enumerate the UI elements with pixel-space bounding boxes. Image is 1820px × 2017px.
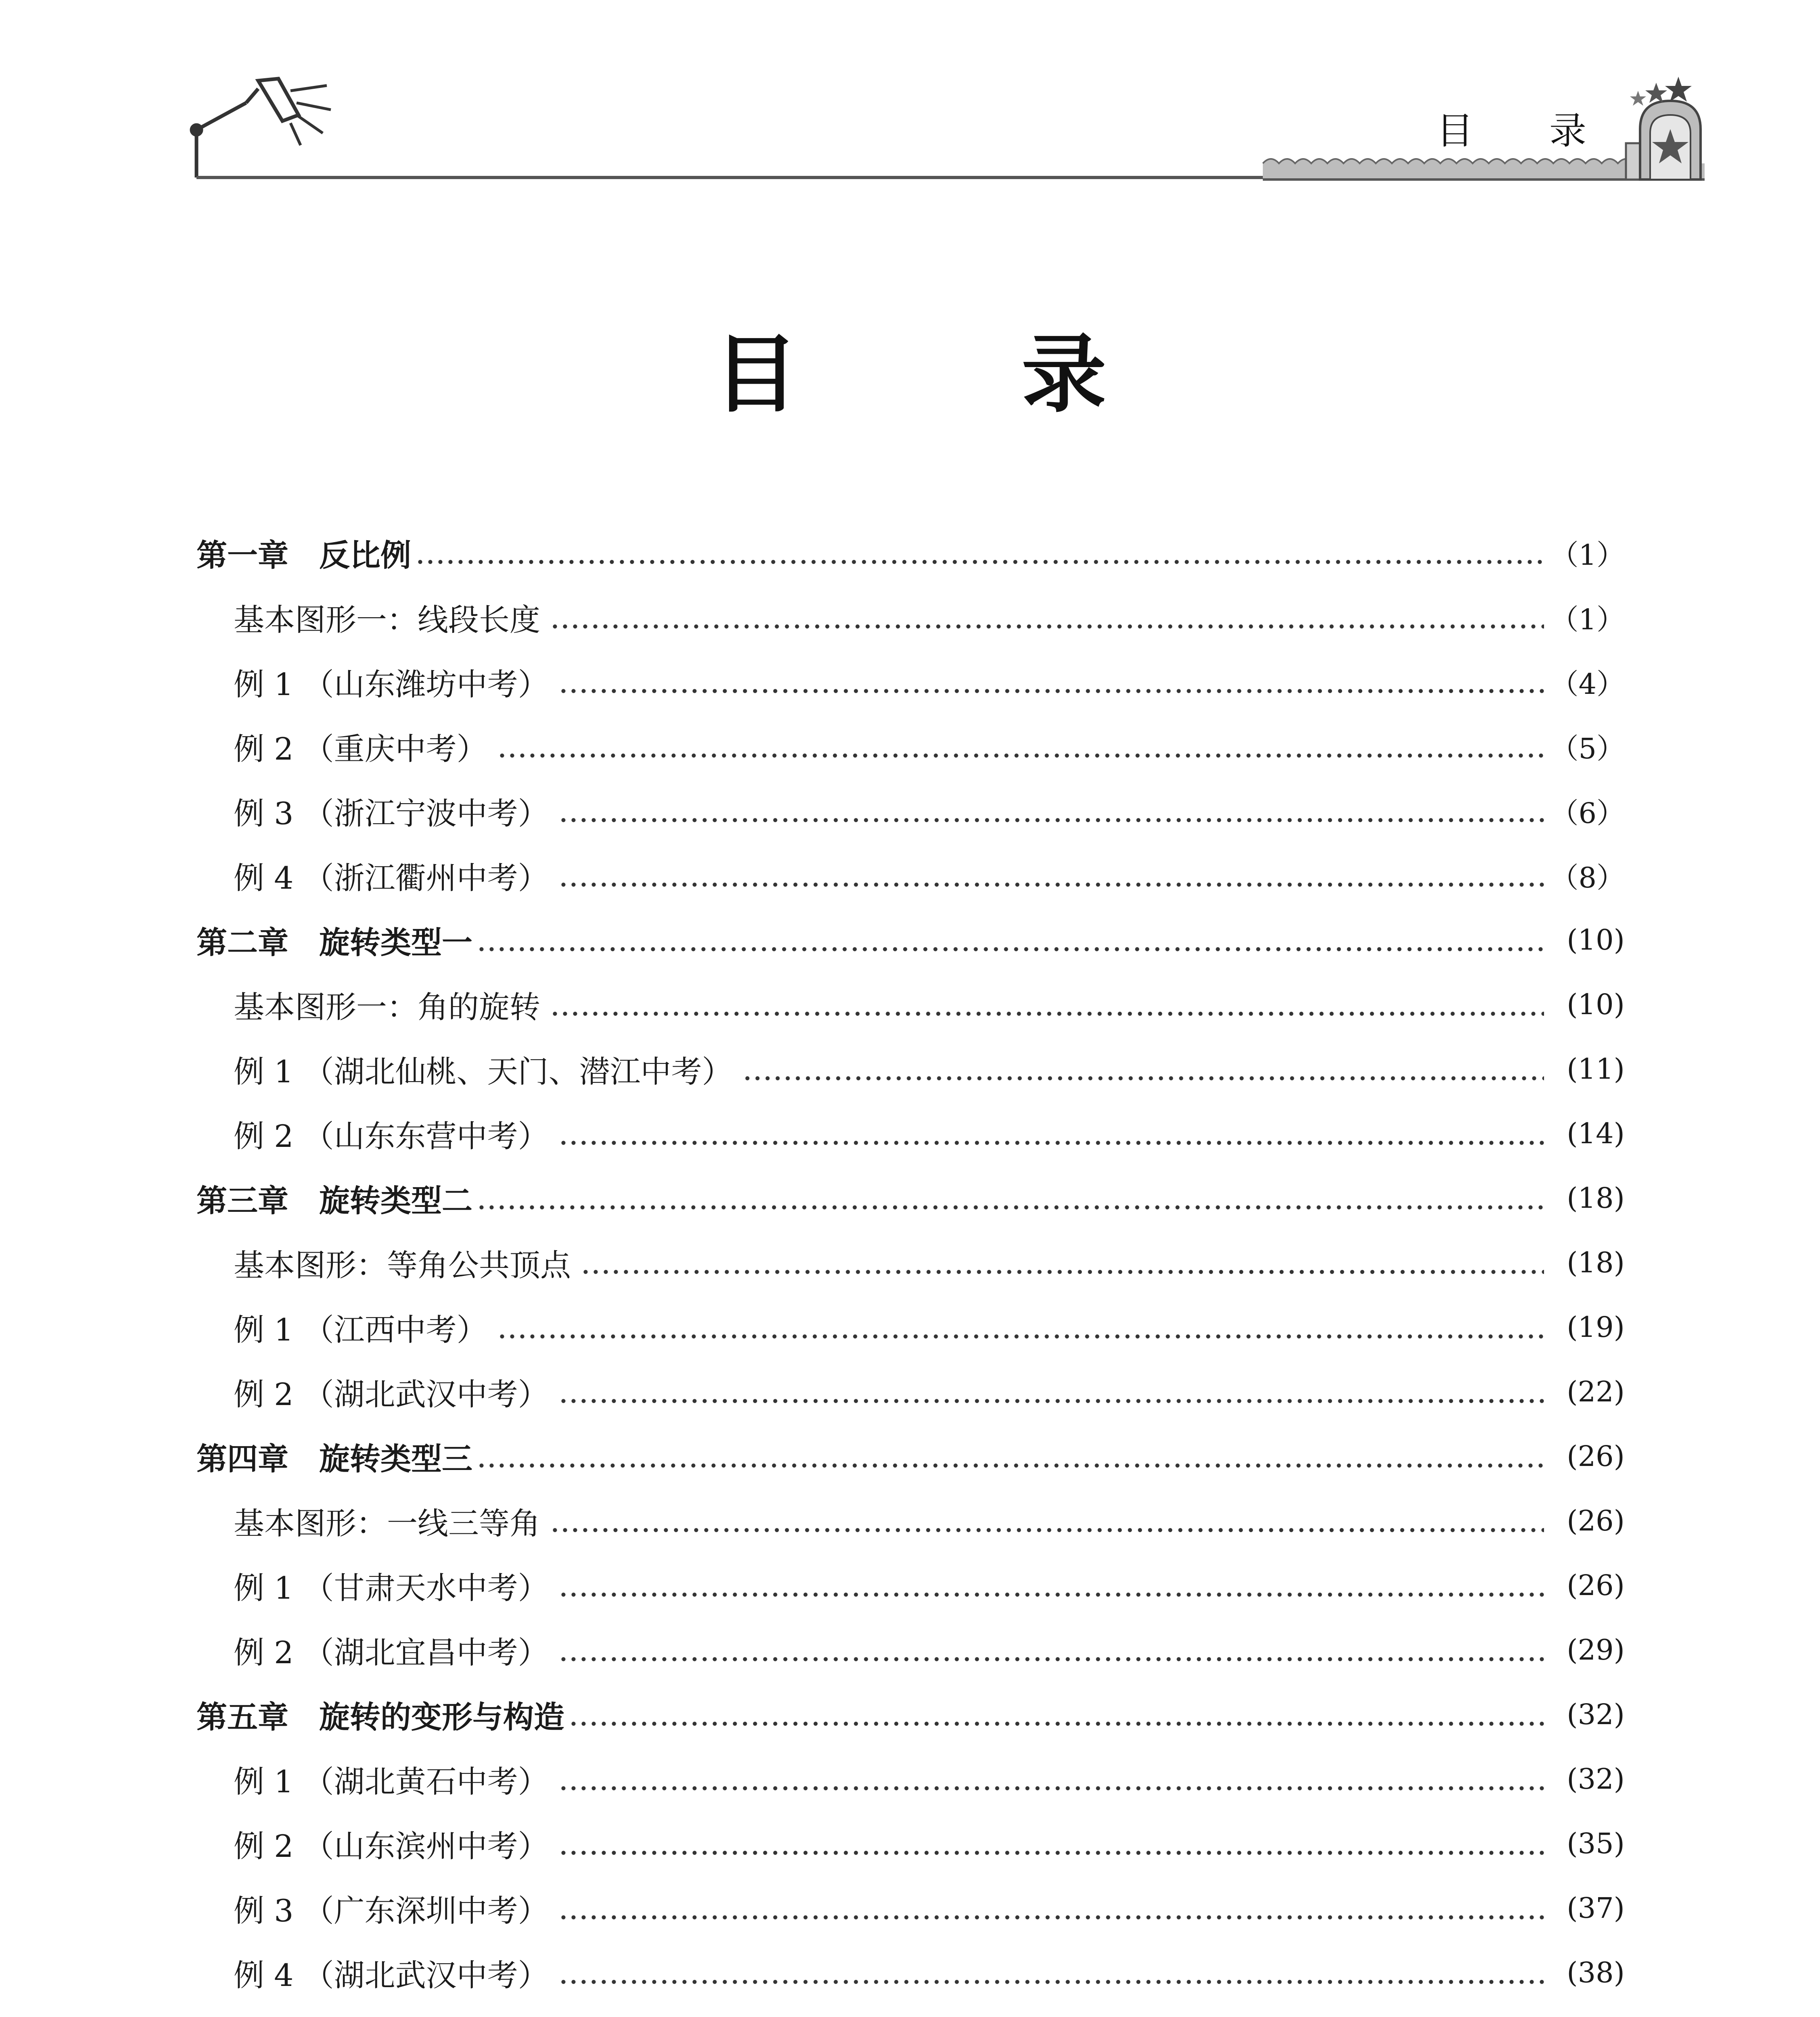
toc-page-number: （1） [1550,538,1625,572]
toc-page-number: (18) [1567,1182,1625,1215]
toc-dot-leader [476,925,1544,955]
toc-sub-entry[interactable] [196,972,1625,1037]
toc-page-number: (14) [1567,1117,1625,1150]
toc-dot-leader [558,1376,1544,1407]
toc-dot-leader [558,1764,1544,1794]
toc-page-number: （5） [1550,732,1625,765]
header-section-label-1: 目 [1436,109,1474,152]
toc-page-number: (35) [1567,1827,1625,1860]
toc-sub-entry[interactable] [196,1359,1625,1424]
toc-page-number: (32) [1567,1698,1625,1731]
toc-dot-leader [742,1054,1544,1084]
toc-dot-leader [550,602,1544,633]
toc-dot-leader [550,989,1544,1020]
toc-sub-entry[interactable] [196,1876,1625,1940]
toc-page-number: (18) [1567,1246,1625,1279]
toc-dot-leader [476,1441,1544,1472]
toc-entry-label: 第三章 旋转类型二 [196,1182,472,1219]
toc-page-number: （6） [1550,796,1625,830]
desk-lamp-icon [192,79,331,177]
toc-entry-label: 例 1 （湖北仙桃、天门、潜江中考） [234,1053,733,1090]
toc-dot-leader [558,1957,1544,1988]
toc-page-number: （4） [1550,667,1625,701]
toc-entry-label: 例 2 （湖北武汉中考） [234,1376,549,1412]
toc-entry-label: 第二章 旋转类型一 [196,924,472,960]
toc-dot-leader [497,1312,1544,1343]
toc-entry-label: 例 1 （甘肃天水中考） [234,1570,549,1606]
toc-entry-label [196,2015,442,2017]
toc-entry-label: 第五章 旋转的变形与构造 [196,1699,564,1735]
toc-entry-label: 例 2 （山东东营中考） [234,1118,549,1154]
toc-sub-entry[interactable] [196,1747,1625,1811]
toc-dot-leader [497,731,1544,762]
toc-entry-label: 基本图形一：角的旋转 [234,989,540,1025]
toc-page-number: (37) [1567,1892,1625,1925]
toc-entry-label: 例 1 （山东潍坊中考） [234,666,549,702]
toc-entry-label: 例 2 （山东滨州中考） [234,1828,549,1864]
toc-entry-label: 例 3 （浙江宁波中考） [234,795,549,831]
toc-entry-label: 基本图形一：线段长度 [234,601,540,638]
header-section-label-2: 录 [1549,109,1587,152]
toc-sub-entry[interactable] [196,714,1625,779]
toc-entry-label: 第四章 旋转类型三 [196,1441,472,1477]
toc-page-number: (26) [1567,1569,1625,1602]
toc-chapter-entry[interactable] [196,1424,1625,1489]
toc-page-number: (11) [1567,1052,1625,1086]
toc-sub-entry[interactable] [196,1230,1625,1295]
toc-page-number: (19) [1567,1311,1625,1344]
toc-page-number: (26) [1567,1504,1625,1537]
toc-dot-leader [558,796,1544,826]
toc-dot-leader [558,1828,1544,1859]
toc-dot-leader [558,1570,1544,1601]
toc-dot-leader [558,1635,1544,1665]
toc-entry-label: 例 2 （湖北宜昌中考） [234,1634,549,1670]
toc-entry-label: 基本图形：等角公共顶点 [234,1247,571,1283]
toc-sub-entry[interactable] [196,1811,1625,1876]
toc-dot-leader [568,1699,1544,1730]
toc-sub-entry[interactable] [196,1295,1625,1359]
toc-chapter-entry[interactable] [196,908,1625,972]
toc-page-number: （8） [1550,861,1625,894]
toc-page-number: (10) [1567,988,1625,1021]
toc-entry-label: 例 2 （重庆中考） [234,731,487,767]
table-of-contents [196,520,1625,2017]
toc-sub-entry[interactable] [196,779,1625,843]
page-title: 目 录 [713,325,1204,424]
toc-entry-label: 基本图形：一线三等角 [234,1505,540,1541]
toc-page-number: (10) [1567,923,1625,956]
toc-page-number: (32) [1567,1762,1625,1796]
toc-chapter-entry[interactable] [196,1682,1625,1747]
toc-entry-label: 例 4 （浙江衢州中考） [234,860,549,896]
toc-dot-leader [581,1247,1544,1278]
toc-entry-label: 例 4 （湖北武汉中考） [234,1957,549,1993]
toc-dot-leader [558,666,1544,697]
toc-sub-entry[interactable] [196,843,1625,908]
toc-page-number: (29) [1567,1633,1625,1666]
toc-sub-entry[interactable] [196,1037,1625,1101]
header-decoration [0,0,1820,210]
toc-entry-label: 第一章 反比例 [196,537,411,573]
toc-entry-label: 例 3 （广东深圳中考） [234,1892,549,1929]
star-house-icon [1626,77,1701,180]
toc-sub-entry[interactable] [196,1489,1625,1553]
toc-sub-entry[interactable] [196,1553,1625,1618]
toc-sub-entry[interactable] [196,585,1625,649]
toc-page-number: (38) [1567,1956,1625,1989]
toc-chapter-entry[interactable] [196,520,1625,585]
toc-sub-entry[interactable] [196,1101,1625,1166]
toc-dot-leader [558,1118,1544,1149]
toc-sub-entry[interactable] [196,649,1625,714]
toc-page-number: (22) [1567,1375,1625,1408]
toc-dot-leader [476,1183,1544,1213]
toc-dot-leader [415,537,1544,568]
toc-dot-leader [550,1505,1544,1536]
toc-dot-leader [558,860,1544,891]
toc-entry-label: 例 1 （江西中考） [234,1311,487,1348]
toc-dot-leader [558,1893,1544,1923]
toc-chapter-entry[interactable] [196,1166,1625,1230]
toc-chapter-entry[interactable] [196,2005,1625,2017]
toc-page-number: (26) [1567,1440,1625,1473]
toc-sub-entry[interactable] [196,1618,1625,1682]
toc-sub-entry[interactable] [196,1940,1625,2005]
toc-entry-label: 例 1 （湖北黄石中考） [234,1763,549,1800]
toc-page-number: （1） [1550,603,1625,636]
